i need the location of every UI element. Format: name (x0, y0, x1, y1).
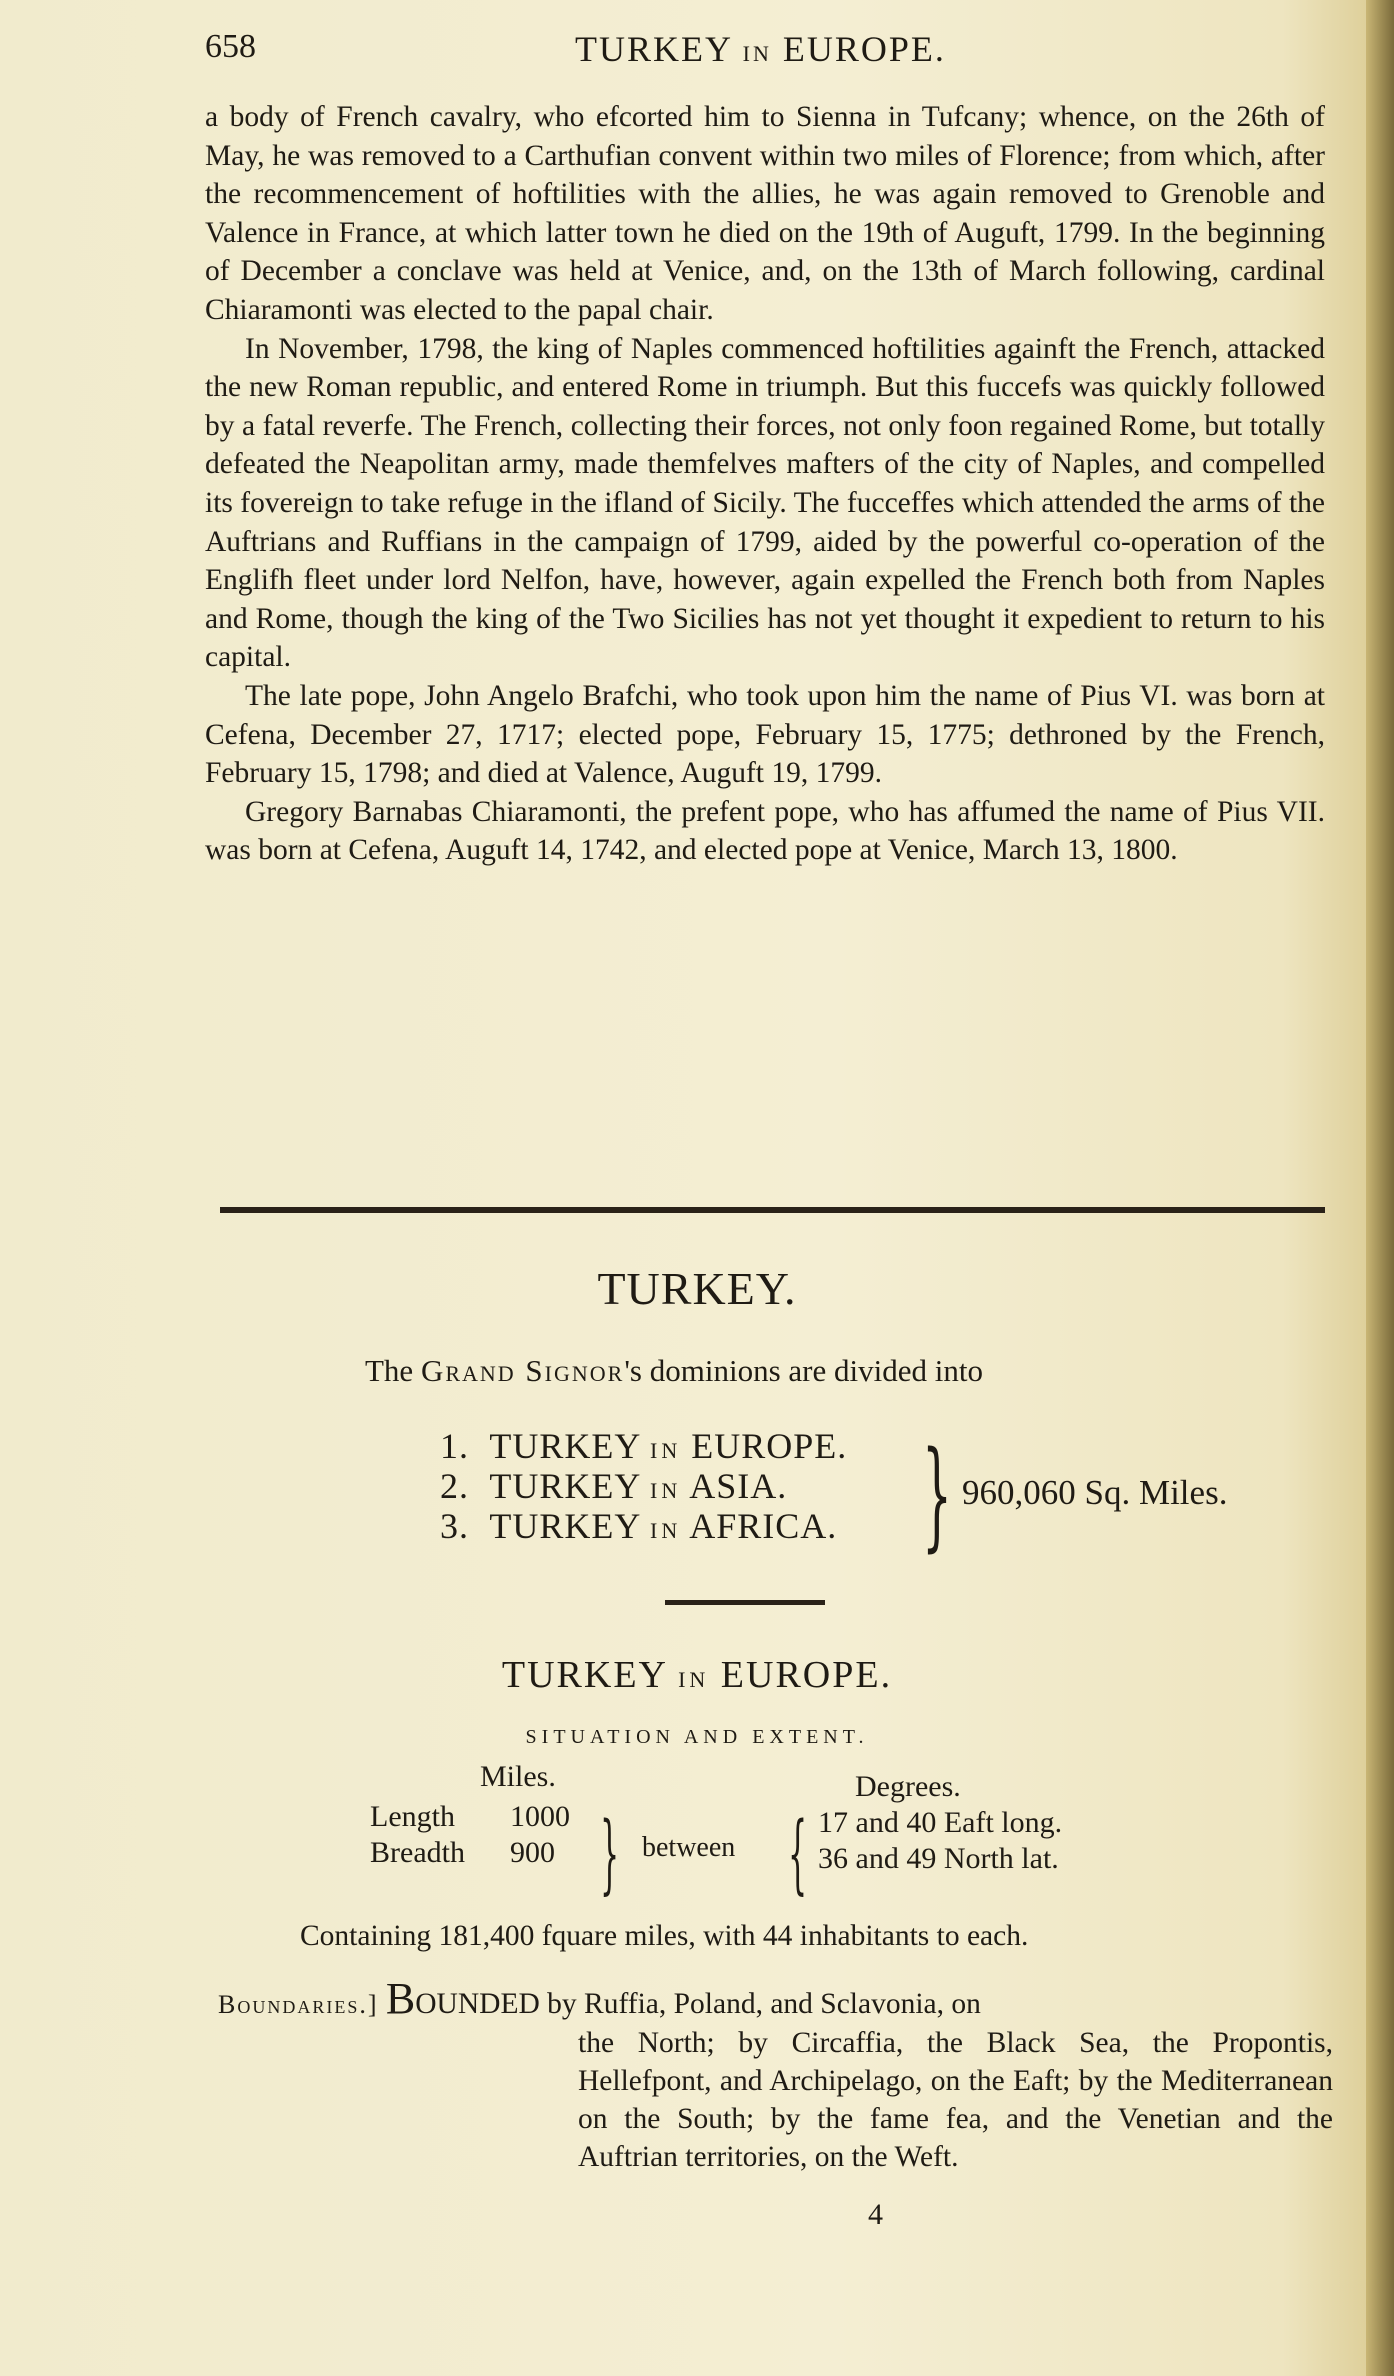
boundaries-line1 (218, 1974, 1333, 2024)
between-label: between (642, 1832, 736, 1863)
degrees-row-longitude: 17 and 40 Eaft long. (818, 1806, 1063, 1839)
extent-table (370, 1760, 1190, 1904)
europe-heading-part2: IN (678, 1667, 710, 1692)
length-value: 1000 (510, 1800, 570, 1833)
division-region: ASIA. (689, 1466, 788, 1506)
bounded-initial: B (385, 1974, 416, 2023)
europe-heading (0, 1653, 1394, 1697)
dominions-intro-grand-signor: Grand Signor (420, 1353, 625, 1388)
paragraph-3: The late pope, John Angelo Brafchi, who took upon him the name of Pius VI. was born at Cefena, December 27, 1717; elected pope, February 15, 1775; dethroned by the French, February 15, 1798; and died at Valence, Auguft 19, 1799. (205, 679, 1325, 790)
running-header (205, 28, 1325, 78)
brace-icon: } (922, 1425, 953, 1563)
boundaries-line2: the North; by Circaffia, the Black Sea, the Propontis, Hellefpont, and Archipelago, on the Eaft; by the Mediterranean on the South; by the fame fea, and the Venetian and the Auftrian territories, on the Weft. (578, 2027, 1333, 2173)
section-divider (220, 1207, 1325, 1213)
situation-subheading: SITUATION AND EXTENT. (525, 1726, 869, 1748)
divisions-list (440, 1425, 1320, 1563)
paragraph-1: a body of French cavalry, who efcorted him to Sienna in Tufcany; whence, on the 26th of May, he was removed to a Carthufian convent within two miles of Florence; from which, after the recommencement of hoftilities with the allies, he was again removed to Grenoble and Valence in France, at which latter town he died on the 19th of Auguft, 1799. In the beginning of December a conclave was held at Venice, and, on the 13th of March following, cardinal Chiaramonti was elected to the papal chair. (205, 101, 1325, 326)
dominions-intro-post: 's dominions are divided into (624, 1353, 983, 1388)
europe-heading-part1: TURKEY (501, 1654, 667, 1696)
length-row (370, 1800, 570, 1834)
page-edge (1366, 0, 1394, 2376)
degrees-row-latitude: 36 and 49 North lat. (818, 1842, 1059, 1875)
paragraph-4: Gregory Barnabas Chiaramonti, the prefent pope, who has affumed the name of Pius VII. was born at Cefena, Auguft 14, 1742, and elected pope at Venice, March 13, 1800. (205, 795, 1325, 867)
dominions-intro (365, 1353, 983, 1389)
running-title (575, 28, 946, 70)
running-title-part1: TURKEY (575, 29, 732, 69)
paragraph-2: In November, 1798, the king of Naples commenced hoftilities againft the French, attacked the new Roman republic, and entered Rome in triumph. But this fuccefs was quickly followed by a fatal reverfe. The French, collecting their forces, not only foon regained Rome, but totally defeated the Neapolitan army, made themfelves mafters of the city of Naples, and compelled its fovereign to take refuge in the ifland of Sicily. The fucceffes which attended the arms of the Auftrians and Ruffians in the campaign of 1799, aided by the powerful co-operation of the Englifh fleet under lord Nelfon, have, however, again expelled the French both from Naples and Rome, though the king of the Two Sicilies has not yet thought it expedient to return to his capital. (205, 332, 1325, 674)
division-region: EUROPE. (691, 1426, 848, 1466)
division-item (440, 1425, 847, 1467)
division-conj: IN (650, 1478, 682, 1503)
division-name: TURKEY (489, 1466, 641, 1506)
bounded-rest: OUNDED by Ruffia, Poland, and Sclavonia, on (415, 1988, 981, 2020)
breadth-label: Breadth (370, 1836, 465, 1869)
turkey-heading: TURKEY. (597, 1263, 797, 1314)
breadth-row (370, 1836, 555, 1870)
body-text (205, 98, 1325, 870)
total-area: 960,060 Sq. Miles. (962, 1473, 1228, 1512)
running-title-part2: IN (742, 41, 772, 66)
degrees-header: Degrees. (855, 1770, 961, 1803)
running-title-part3: EUROPE. (782, 29, 946, 69)
page-number: 658 (205, 28, 256, 65)
division-name: TURKEY (489, 1426, 641, 1466)
signature-mark: 4 (868, 2198, 883, 2231)
division-number: 2. (440, 1466, 469, 1506)
containing-line: Containing 181,400 fquare miles, with 44 inhabitants to each. (300, 1920, 1029, 1952)
division-number: 1. (440, 1426, 469, 1466)
brace-icon: { (788, 1804, 808, 1904)
division-item (440, 1505, 837, 1547)
breadth-value: 900 (510, 1836, 555, 1869)
boundaries-label: Boundaries.] (218, 1990, 379, 2019)
brace-icon: } (600, 1804, 620, 1904)
division-region: AFRICA. (689, 1506, 838, 1546)
division-conj: IN (650, 1518, 682, 1543)
division-item (440, 1465, 787, 1507)
dominions-intro-pre: The (365, 1353, 414, 1388)
miles-header: Miles. (480, 1760, 556, 1793)
boundaries-section (218, 1974, 1333, 2176)
europe-heading-part3: EUROPE. (720, 1654, 893, 1696)
length-label: Length (370, 1800, 455, 1833)
division-name: TURKEY (489, 1506, 641, 1546)
short-divider (665, 1600, 825, 1605)
division-conj: IN (650, 1438, 682, 1463)
division-number: 3. (440, 1506, 469, 1546)
